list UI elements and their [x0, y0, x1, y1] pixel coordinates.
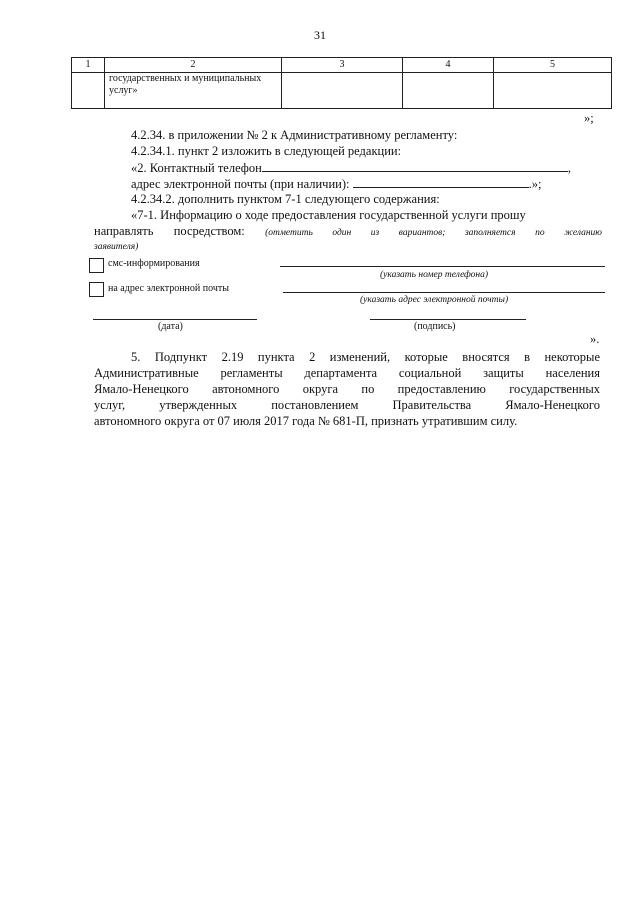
phone-blank: [262, 159, 568, 172]
sms-checkbox[interactable]: [89, 258, 104, 273]
email-label: адрес электронной почты (при наличии):: [131, 177, 350, 191]
table-header-cell: 5: [494, 58, 612, 73]
paragraph-line: Ямало-Ненецкого автономного округа по предоставлению государственных: [94, 382, 600, 396]
paragraph-line: автономного округа от 07 июля 2017 года № 681-П, признать утратившим силу.: [94, 414, 518, 428]
text-line: 4.2.34.1. пункт 2 изложить в следующей редакции:: [131, 144, 402, 158]
paragraph-line: Административные регламенты департамента социальной защиты населения: [94, 366, 600, 380]
table-row: [72, 73, 612, 109]
text-line: «7-1. Информацию о ходе предоставления государственной услуги прошу: [131, 208, 526, 222]
phone-label: «2. Контактный телефон: [131, 161, 262, 175]
table-header-cell: 1: [72, 58, 105, 73]
sms-option-label: смс-информирования: [108, 258, 200, 269]
text-line: 4.2.34. в приложении № 2 к Административному регламенту:: [131, 128, 458, 142]
email-checkbox[interactable]: [89, 282, 104, 297]
table-header-cell: 4: [403, 58, 494, 73]
text-fragment: направлять посредством:: [94, 224, 245, 238]
table-header-cell: 3: [282, 58, 403, 73]
email-line: [131, 175, 541, 192]
page-number: 31: [314, 28, 326, 42]
signature-label: (подпись): [414, 321, 456, 332]
paragraph-line: услуг, утвержденных постановлением Правительства Ямало-Ненецкого: [94, 398, 600, 412]
date-label: (дата): [158, 321, 183, 332]
table-cell: [403, 73, 494, 109]
table-cell-services: государственных и муниципальных услуг»: [105, 73, 282, 109]
closing-quote: ».: [590, 332, 600, 346]
text-line: 4.2.34.2. дополнить пунктом 7-1 следующего содержания:: [131, 192, 440, 206]
header-table: [71, 57, 612, 109]
phone-hint: (указать номер телефона): [380, 270, 489, 280]
paragraph-line: 5. Подпункт 2.19 пункта 2 изменений, которые вносятся в некоторые: [131, 350, 600, 364]
table-header-cell: 2: [105, 58, 282, 73]
punctuation: .»;: [528, 177, 542, 191]
table-header-row: [72, 58, 612, 73]
email-hint: (указать адрес электронной почты): [360, 295, 509, 305]
table-cell: [282, 73, 403, 109]
punctuation: ,: [567, 161, 571, 175]
closing-quote: »;: [584, 111, 594, 125]
email-blank: [353, 175, 529, 188]
text-line-justified: [94, 223, 602, 241]
table-cell: [494, 73, 612, 109]
instruction-italic: (отметить один из вариантов; заполняется по желанию: [265, 228, 602, 238]
phone-line: [131, 159, 571, 176]
email-option-label: на адрес электронной почты: [108, 283, 229, 294]
instruction-italic-cont: заявителя): [94, 242, 139, 252]
table-cell: [72, 73, 105, 109]
